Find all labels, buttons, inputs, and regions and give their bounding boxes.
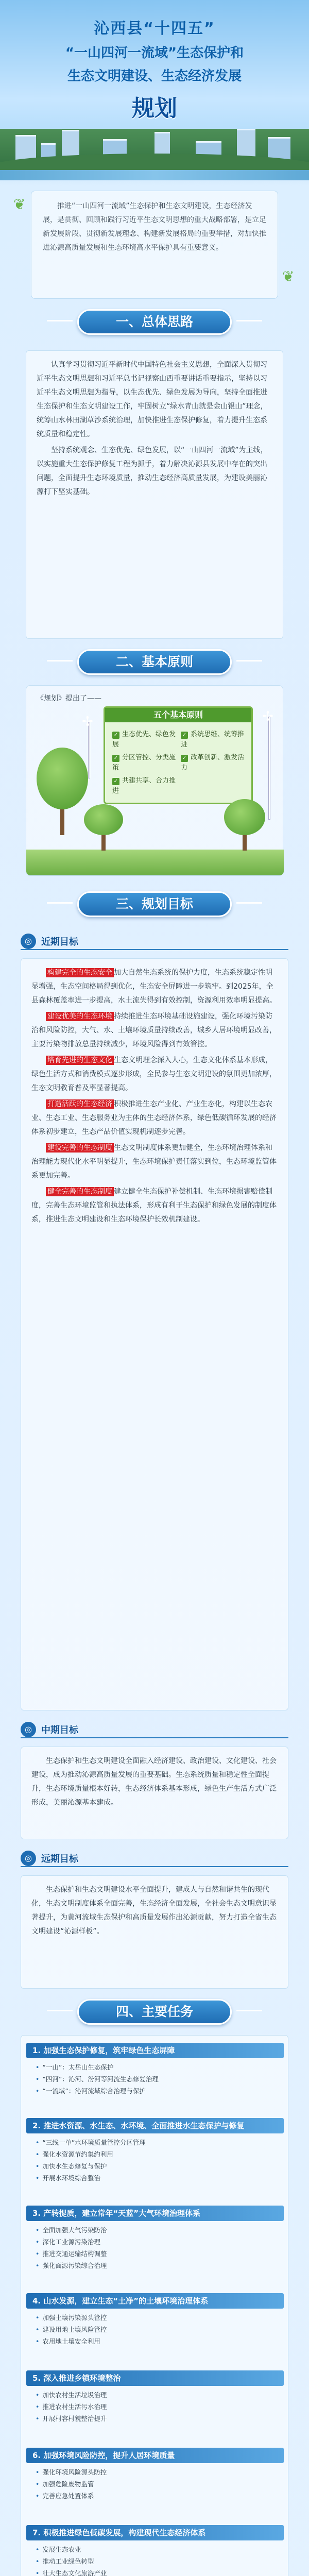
task-subitems (26, 2386, 284, 2425)
section-title-text: 三、规划目标 (115, 896, 193, 911)
principle-text: 共建共享、合力推进 (112, 777, 176, 795)
principles-panel (26, 685, 283, 876)
principle-text: 分区管控、分类施策 (112, 754, 176, 772)
title-line-1: 沁西县“十四五” (94, 20, 215, 38)
goal-text: 积极推进生态产业化、产业生态化，构建以生态农业、生态工业、生态服务业为主体的生态经济体系，绿色低碳循环发展的经济体系初步建立，生态产品价值实现机制逐步完善。 (31, 1100, 277, 1136)
header-banner (0, 0, 309, 180)
divider (47, 902, 73, 904)
divider (47, 2010, 73, 2011)
turbine-blades: ✢ (262, 709, 273, 724)
principles-list (105, 722, 251, 801)
principle-item (112, 728, 176, 749)
near-goal-heading (21, 933, 288, 950)
task-subitem: • 建设用地土壤风险管控 (36, 2324, 277, 2335)
section-title-text: 一、总体思路 (115, 314, 193, 329)
check-icon: ✓ (181, 755, 188, 762)
task-title: 1. 加强生态保护修复，筑牢绿色生态屏障 (26, 2043, 284, 2058)
principle-item (181, 752, 244, 772)
task-subitem: • 壮大生态文化旅游产业 (36, 2567, 277, 2576)
check-icon: ✓ (181, 732, 188, 739)
principle-text: 改革创新、激发活力 (181, 754, 245, 772)
task-title: 3. 产转提质，建立常年“天蓝”大气环境治理体系 (26, 2206, 284, 2221)
task-subitem: • 农用地土壤安全利用 (36, 2335, 277, 2347)
divider (236, 902, 262, 904)
task-block (26, 2370, 284, 2425)
highlight-label: 构建完全的生态安全 (46, 968, 114, 977)
city-skyline-illustration (0, 129, 309, 180)
mid-goal-text: 生态保护和生态文明建设全面融入经济建设、政治建设、文化建设、社会建设，成为推动沁源高质量发展的重要基础。生态系统质量和稳定性全面提升，生态环境质量根本好转，生态经济体系基本形成，绿色生产生活方式广泛形成，美丽沁源基本建成。 (21, 1747, 288, 1839)
task-subitem: • 深化工业源污染治理 (36, 2236, 277, 2248)
task-subitem: • 开展村容村貌整治提升 (36, 2413, 277, 2425)
task-subitems (26, 2309, 284, 2347)
tree-icon (37, 748, 88, 809)
principle-item (181, 728, 244, 749)
task-subitem: • 发展生态农业 (36, 2544, 277, 2555)
title-line-2: “一山四河一流域”生态保护和 (65, 45, 244, 61)
task-subitems (26, 2463, 284, 2502)
highlight-label: 培育先进的生态文化 (46, 1056, 114, 1065)
tasks-panel (21, 2035, 288, 2576)
task-subitem: • 加强危险废物监管 (36, 2478, 277, 2490)
section-title-text: 二、基本原则 (115, 654, 193, 669)
near-goal-text (21, 958, 288, 1710)
task-block (26, 2525, 284, 2576)
task-subitem: • 加快水生态修复与保护 (36, 2160, 277, 2172)
principle-text: 生态优先、绿色发展 (112, 731, 176, 749)
goal-text: 加大自然生态系统的保护力度，生态系统稳定性明显增强，生态空间格局得到优化，生态安全屏障进一步筑牢。到2025年，全县森林覆盖率进一步提高，水土流失得到有效控制，资源利用效率明显提高。 (31, 969, 277, 1005)
task-subitem: • “四河”：沁河、汾河等河流生态修复治理 (36, 2073, 277, 2085)
thinking-text (26, 350, 283, 639)
check-icon: ✓ (112, 778, 119, 785)
river (0, 170, 309, 180)
target-icon: ◎ (21, 934, 36, 949)
highlight-label: 建设完善的生态制度 (46, 1143, 114, 1153)
highlight-label: 建设优美的生态环境 (46, 1012, 114, 1021)
leaf-icon: ❦ (282, 268, 295, 285)
principles-lead: 《规划》提出了—— (37, 694, 101, 703)
divider (47, 660, 73, 662)
task-subitems (26, 2540, 284, 2576)
task-title: 5. 深入推进乡镇环境整治 (26, 2370, 284, 2386)
section-title-principles (77, 649, 232, 675)
task-subitem: • 推动工业绿色转型 (36, 2555, 277, 2567)
divider (236, 660, 262, 662)
section-title-text: 四、主要任务 (115, 2004, 193, 2019)
task-subitem: • 强化面源污染综合治理 (36, 2260, 277, 2272)
divider (47, 320, 73, 321)
task-block (26, 2118, 284, 2184)
task-title: 7. 积极推进绿色低碳发展，构建现代生态经济体系 (26, 2525, 284, 2540)
check-icon: ✓ (112, 755, 119, 762)
goal-paragraph (31, 1185, 278, 1227)
target-icon: ◎ (21, 1722, 36, 1737)
near-goal-label: 近期目标 (41, 937, 78, 947)
title-block (0, 15, 309, 123)
mid-goal-label: 中期目标 (41, 1725, 78, 1736)
task-subitem: • “一山”：太岳山生态保护 (36, 2061, 277, 2073)
principle-text: 系统思维、统筹推进 (181, 731, 245, 749)
section-title-goals (77, 891, 232, 917)
task-title: 2. 推进水资源、水生态、水环境、全面推进水生态保护与修复 (26, 2118, 284, 2133)
goal-text: 生态文明理念深入人心，生态文化体系基本形成，绿色生活方式和消费模式逐步形成，全民参与生态文明建设的氛围更加浓厚，生态文明教育普及率显著提高。 (31, 1056, 277, 1092)
task-block (26, 2206, 284, 2272)
turbine-blades: ✢ (82, 714, 93, 730)
task-subitem: • “三线一单”水环境质量管控分区管理 (36, 2137, 277, 2148)
goal-paragraph (31, 1010, 278, 1052)
task-subitem: • 推进农村生活污水治理 (36, 2401, 277, 2413)
intro-paragraph: 推进“一山四河一流域”生态保护和生态文明建设，生态经济发展，是贯彻、回顾和践行习近平生态文明思想的重大战略部署，是立足新发展阶段、贯彻新发展理念、构建新发展格局的重要举措，对加快推进沁源高质量发展和生态环境高水平保护具有重要意义。 (31, 191, 278, 299)
task-subitem: • 强化水资源节约集约利用 (36, 2148, 277, 2160)
thinking-paragraph-2: 坚持系统观念、生态优先、绿色发展，以“一山四河一流域”为主线，以实施重大生态保护修复工程为抓手，着力解决沁源县发展中存在的突出问题，全面提升生态环境质量，推动生态经济高质量发展，为建设美丽沁源打下坚实基础。 (37, 446, 268, 496)
task-subitem: • 加快农村生活垃圾治理 (36, 2389, 277, 2401)
principle-item (112, 752, 176, 772)
principle-item (112, 775, 176, 795)
leaf-icon: ❦ (13, 196, 26, 213)
principles-board-title: 五个基本原则 (105, 708, 251, 722)
task-title: 4. 山水发源，建立生态“土净”的土壤环境治理体系 (26, 2293, 284, 2309)
title-line-3: 生态文明建设、生态经济发展 (67, 69, 242, 84)
task-subitem: • 强化环境风险源头防控 (36, 2466, 277, 2478)
task-subitem: • 全面加强大气污染防治 (36, 2224, 277, 2236)
highlight-label: 健全完善的生态制度 (46, 1187, 114, 1196)
task-block (26, 2043, 284, 2097)
task-title: 6. 加强环境风险防控，提升人居环境质量 (26, 2448, 284, 2463)
check-icon: ✓ (112, 732, 119, 739)
task-block (26, 2448, 284, 2502)
goal-paragraph (31, 1054, 278, 1095)
highlight-label: 打造活跃的生态经济 (46, 1099, 114, 1109)
task-subitem: • 加强土壤污染源头管控 (36, 2312, 277, 2324)
goal-paragraph (31, 1141, 278, 1183)
divider (236, 2010, 262, 2011)
thinking-paragraph-1: 认真学习贯彻习近平新时代中国特色社会主义思想，全面深入贯彻习近平生态文明思想和习近平总书记视察山西重要讲话重要指示，坚持以习近平生态文明思想为指导，以生态优先、绿色发展为导向，坚持全面推进生态保护和生态文明建设工作，牢固树立“绿水青山就是金山银山”理念，统筹山水林田湖草沙系统治理，加快推进生态保护修复，着力提升生态系统质量和稳定性。 (37, 361, 268, 438)
tree-icon (224, 799, 265, 835)
goal-paragraph (31, 1097, 278, 1139)
far-goal-heading (21, 1850, 288, 1867)
tree-icon (84, 804, 123, 835)
grass-ground (26, 850, 284, 875)
goal-text: 生态文明制度体系更加健全，生态环境治理体系和治理能力现代化水平明显提升，生态环境保护责任落实到位，生态环境监管体系更加完善。 (31, 1144, 277, 1180)
task-subitem: • “一流域”：沁河流域综合治理与保护 (36, 2085, 277, 2097)
goal-paragraph (31, 966, 278, 1008)
divider (236, 320, 262, 321)
goal-text: 持续推进生态环境基础设施建设，强化环境污染防治和风险防控，大气、水、土壤环境质量持续改善，城乡人居环境明显改善，主要污染物排放总量持续减少，环境风险得到有效管控。 (31, 1012, 277, 1048)
far-goal-label: 远期目标 (41, 1854, 78, 1865)
task-subitem: • 完善应急处置体系 (36, 2490, 277, 2502)
far-goal-text: 生态保护和生态文明建设水平全面提升，建成人与自然和谐共生的现代化，生态文明制度体系全面完善，生态经济全面发展，全社会生态文明意识显著提升，为黄河流域生态保护和高质量发展作出沁源贡献，努力打造全省生态文明建设“沁源样板”。 (21, 1875, 288, 1989)
section-title-tasks (77, 1999, 232, 2025)
goal-text: 建立健全生态保护补偿机制、生态环境损害赔偿制度，完善生态环境监管和执法体系，形成有利于生态保护和绿色发展的制度体系，推进生态文明建设和生态环境保护长效机制建设。 (31, 1188, 277, 1224)
task-block (26, 2293, 284, 2347)
task-subitems (26, 2221, 284, 2272)
task-subitems (26, 2133, 284, 2184)
mid-goal-heading (21, 1721, 288, 1738)
wind-turbine-icon (262, 709, 273, 820)
principles-board (104, 706, 253, 804)
task-subitem: • 开展水环境综合整治 (36, 2172, 277, 2184)
task-subitems (26, 2058, 284, 2097)
title-line-4: 规划 (132, 95, 177, 122)
task-subitem: • 推进交通运输结构调整 (36, 2248, 277, 2260)
target-icon: ◎ (21, 1851, 36, 1866)
section-title-thinking (77, 309, 232, 335)
wind-turbine-icon (82, 714, 93, 778)
